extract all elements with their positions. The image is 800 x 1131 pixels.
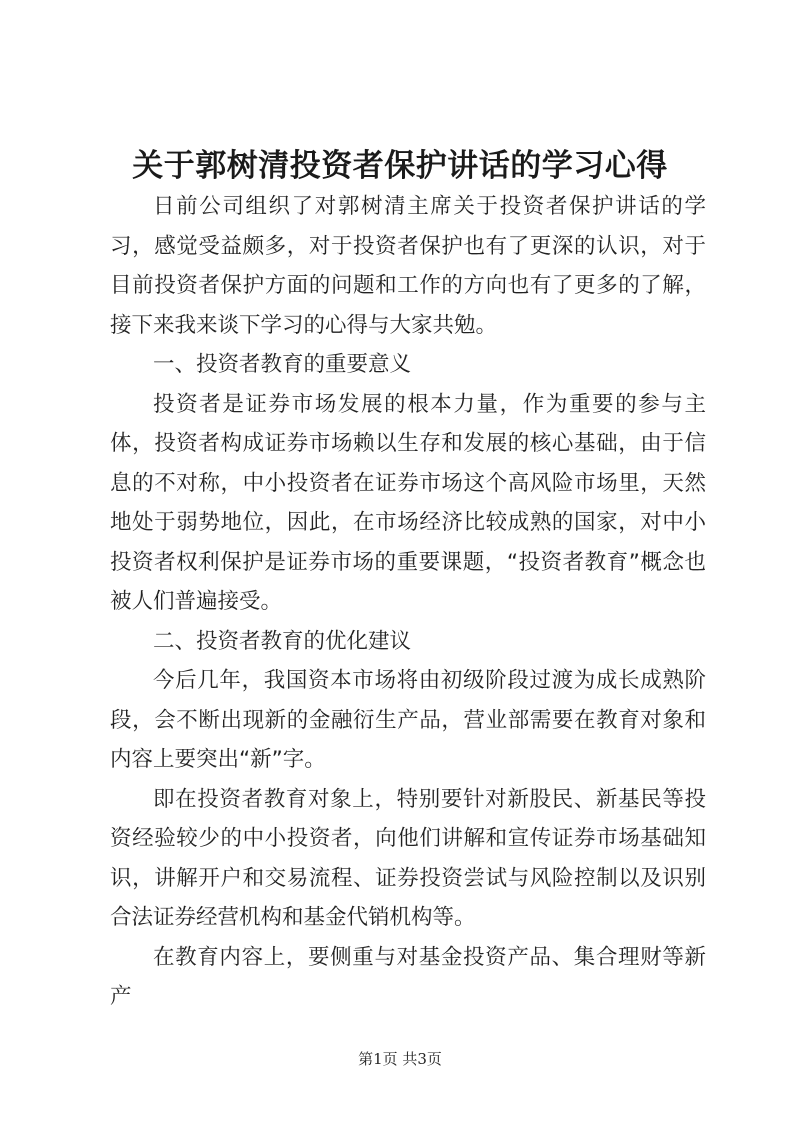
body-paragraph-4: 在教育内容上，要侧重与对基金投资产品、集合理财等新产 <box>110 944 706 1009</box>
section-heading-2: 二、投资者教育的优化建议 <box>153 628 412 654</box>
body-paragraph-1: 投资者是证券市场发展的根本力量，作为重要的参与主体，投资者构成证券市场赖以生存和发展的核心基础，由于信息的不对称，中小投资者在证券市场这个高风险市场里，天然地处于弱势地位，因此，在市场经济比较成熟的国家，对中小投资者权利保护是证券市场的重要课题，“投资者教育”概念也被人们普遍接受。 <box>110 391 706 614</box>
document-title: 关于郭树清投资者保护讲话的学习心得 <box>132 148 668 184</box>
section-heading-1: 一、投资者教育的重要意义 <box>153 352 412 377</box>
body-paragraph-3: 即在投资者教育对象上，特别要针对新股民、新基民等投资经验较少的中小投资者，向他们讲解和宣传证券市场基础知识，讲解开户和交易流程、证券投资尝试与风险控制以及识别合法证券经营机构和基金代销机构等。 <box>110 786 706 930</box>
page-footer: 第1页 共3页 <box>358 1050 442 1068</box>
body-paragraph-2: 今后几年，我国资本市场将由初级阶段过渡为成长成熟阶段，会不断出现新的金融衍生产品，营业部需要在教育对象和内容上要突出“新”字。 <box>110 668 706 772</box>
intro-paragraph: 日前公司组织了对郭树清主席关于投资者保护讲话的学习，感觉受益颇多，对于投资者保护也有了更深的认识，对于目前投资者保护方面的问题和工作的方向也有了更多的了解，接下来我来谈下学习的心得与大家共勉。 <box>110 194 706 338</box>
document-body <box>110 187 706 1017</box>
